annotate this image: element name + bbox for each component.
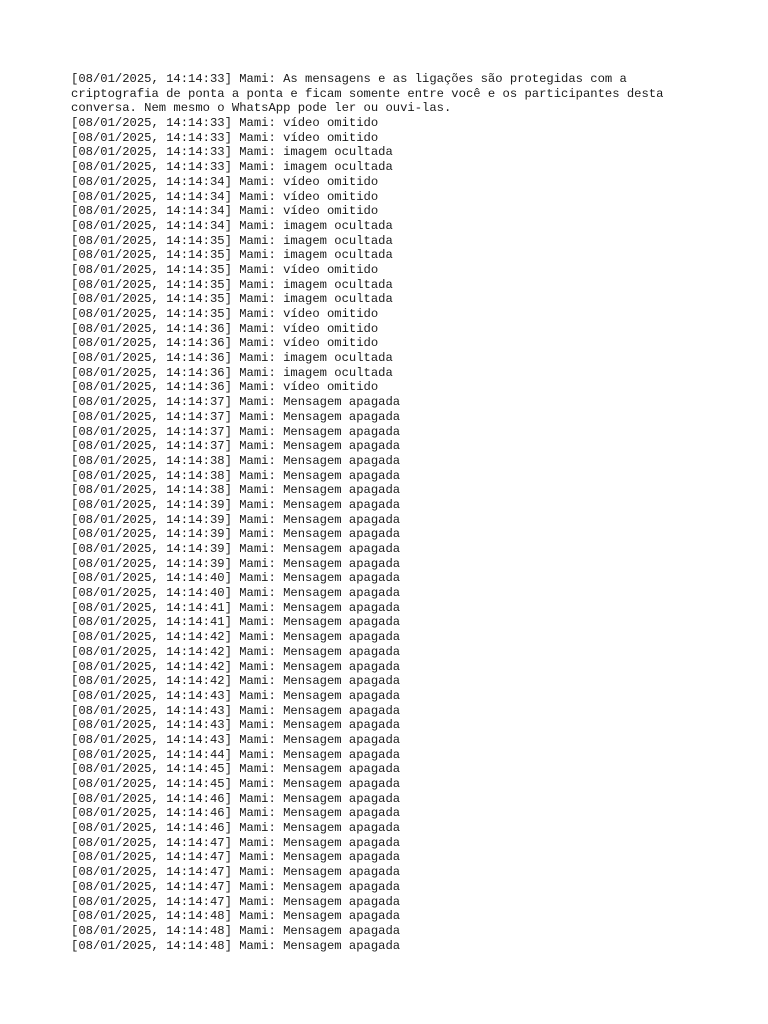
message-line: [08/01/2025, 14:14:34] Mami: imagem ocultada [71,218,393,233]
message-line: [08/01/2025, 14:14:47] Mami: Mensagem apagada [71,894,401,909]
message-line: [08/01/2025, 14:14:35] Mami: imagem ocultada [71,277,393,292]
message-line: [08/01/2025, 14:14:36] Mami: imagem ocultada [71,351,393,366]
message-line: [08/01/2025, 14:14:35] Mami: vídeo omitido [71,262,379,277]
message-line: [08/01/2025, 14:14:43] Mami: Mensagem apagada [71,703,401,718]
message-line: [08/01/2025, 14:14:42] Mami: Mensagem apagada [71,674,401,689]
message-line: [08/01/2025, 14:14:35] Mami: imagem ocultada [71,248,393,263]
message-line: [08/01/2025, 14:14:45] Mami: Mensagem apagada [71,777,401,791]
message-line: [08/01/2025, 14:14:38] Mami: Mensagem apagada [71,468,401,483]
message-line: [08/01/2025, 14:14:46] Mami: Mensagem apagada [71,806,401,821]
message-line: [08/01/2025, 14:14:38] Mami: Mensagem apagada [71,483,401,498]
message-line: [08/01/2025, 14:14:34] Mami: vídeo omitido [71,204,379,219]
intro-block [71,72,711,116]
message-line: [08/01/2025, 14:14:41] Mami: Mensagem apagada [71,615,401,630]
message-line: [08/01/2025, 14:14:37] Mami: Mensagem apagada [71,395,401,410]
message-line: [08/01/2025, 14:14:37] Mami: Mensagem apagada [71,409,401,424]
message-line: [08/01/2025, 14:14:38] Mami: Mensagem apagada [71,453,401,468]
message-line: [08/01/2025, 14:14:47] Mami: Mensagem apagada [71,835,401,850]
message-line: [08/01/2025, 14:14:39] Mami: Mensagem apagada [71,497,401,512]
message-line: [08/01/2025, 14:14:41] Mami: Mensagem apagada [71,600,401,615]
message-line: [08/01/2025, 14:14:43] Mami: Mensagem apagada [71,718,401,733]
message-line: [08/01/2025, 14:14:47] Mami: Mensagem apagada [71,865,401,880]
message-line: [08/01/2025, 14:14:47] Mami: Mensagem apagada [71,850,401,865]
message-line: [08/01/2025, 14:14:36] Mami: vídeo omitido [71,321,379,336]
message-line: [08/01/2025, 14:14:42] Mami: Mensagem apagada [71,659,401,674]
message-list [71,116,711,953]
message-line: [08/01/2025, 14:14:33] Mami: imagem ocultada [71,145,393,160]
message-line: [08/01/2025, 14:14:46] Mami: Mensagem apagada [71,821,401,836]
message-line: [08/01/2025, 14:14:48] Mami: Mensagem apagada [71,909,401,924]
message-line: [08/01/2025, 14:14:40] Mami: Mensagem apagada [71,586,401,601]
message-line: [08/01/2025, 14:14:44] Mami: Mensagem apagada [71,747,401,762]
message-line: [08/01/2025, 14:14:48] Mami: Mensagem apagada [71,923,401,938]
message-line: [08/01/2025, 14:14:42] Mami: Mensagem apagada [71,630,401,645]
message-line: [08/01/2025, 14:14:43] Mami: Mensagem apagada [71,732,401,747]
message-line: [08/01/2025, 14:14:47] Mami: Mensagem apagada [71,879,401,894]
message-line: [08/01/2025, 14:14:35] Mami: imagem ocultada [71,233,393,248]
intro-line: conversa. Nem mesmo o WhatsApp pode ler ou ouvi-las. [71,101,452,116]
message-line: [08/01/2025, 14:14:48] Mami: Mensagem apagada [71,938,401,953]
message-line: [08/01/2025, 14:14:39] Mami: Mensagem apagada [71,542,401,556]
message-line: [08/01/2025, 14:14:36] Mami: vídeo omitido [71,336,379,351]
message-line: [08/01/2025, 14:14:39] Mami: Mensagem apagada [71,556,401,571]
message-line: [08/01/2025, 14:14:46] Mami: Mensagem apagada [71,791,401,806]
message-line: [08/01/2025, 14:14:37] Mami: Mensagem apagada [71,439,401,454]
message-line: [08/01/2025, 14:14:45] Mami: Mensagem apagada [71,762,401,777]
message-line: [08/01/2025, 14:14:43] Mami: Mensagem apagada [71,688,401,703]
intro-line: criptografia de ponta a ponta e ficam somente entre você e os participantes desta [71,86,664,101]
message-line: [08/01/2025, 14:14:36] Mami: vídeo omitido [71,380,379,395]
message-line: [08/01/2025, 14:14:35] Mami: imagem ocultada [71,292,393,307]
message-line: [08/01/2025, 14:14:33] Mami: imagem ocultada [71,160,393,175]
message-line: [08/01/2025, 14:14:33] Mami: vídeo omitido [71,116,379,131]
message-line: [08/01/2025, 14:14:33] Mami: vídeo omitido [71,130,379,145]
message-line: [08/01/2025, 14:14:34] Mami: vídeo omitido [71,189,379,204]
message-line: [08/01/2025, 14:14:34] Mami: vídeo omitido [71,174,379,189]
message-line: [08/01/2025, 14:14:36] Mami: imagem ocultada [71,365,393,380]
message-line: [08/01/2025, 14:14:42] Mami: Mensagem apagada [71,644,401,659]
message-line: [08/01/2025, 14:14:40] Mami: Mensagem apagada [71,571,401,586]
message-line: [08/01/2025, 14:14:39] Mami: Mensagem apagada [71,527,401,542]
message-line: [08/01/2025, 14:14:37] Mami: Mensagem apagada [71,424,401,439]
chat-export-document [71,72,711,953]
message-line: [08/01/2025, 14:14:39] Mami: Mensagem apagada [71,512,401,527]
intro-line: [08/01/2025, 14:14:33] Mami: As mensagens e as ligações são protegidas com a [71,72,627,86]
message-line: [08/01/2025, 14:14:35] Mami: vídeo omitido [71,307,379,321]
